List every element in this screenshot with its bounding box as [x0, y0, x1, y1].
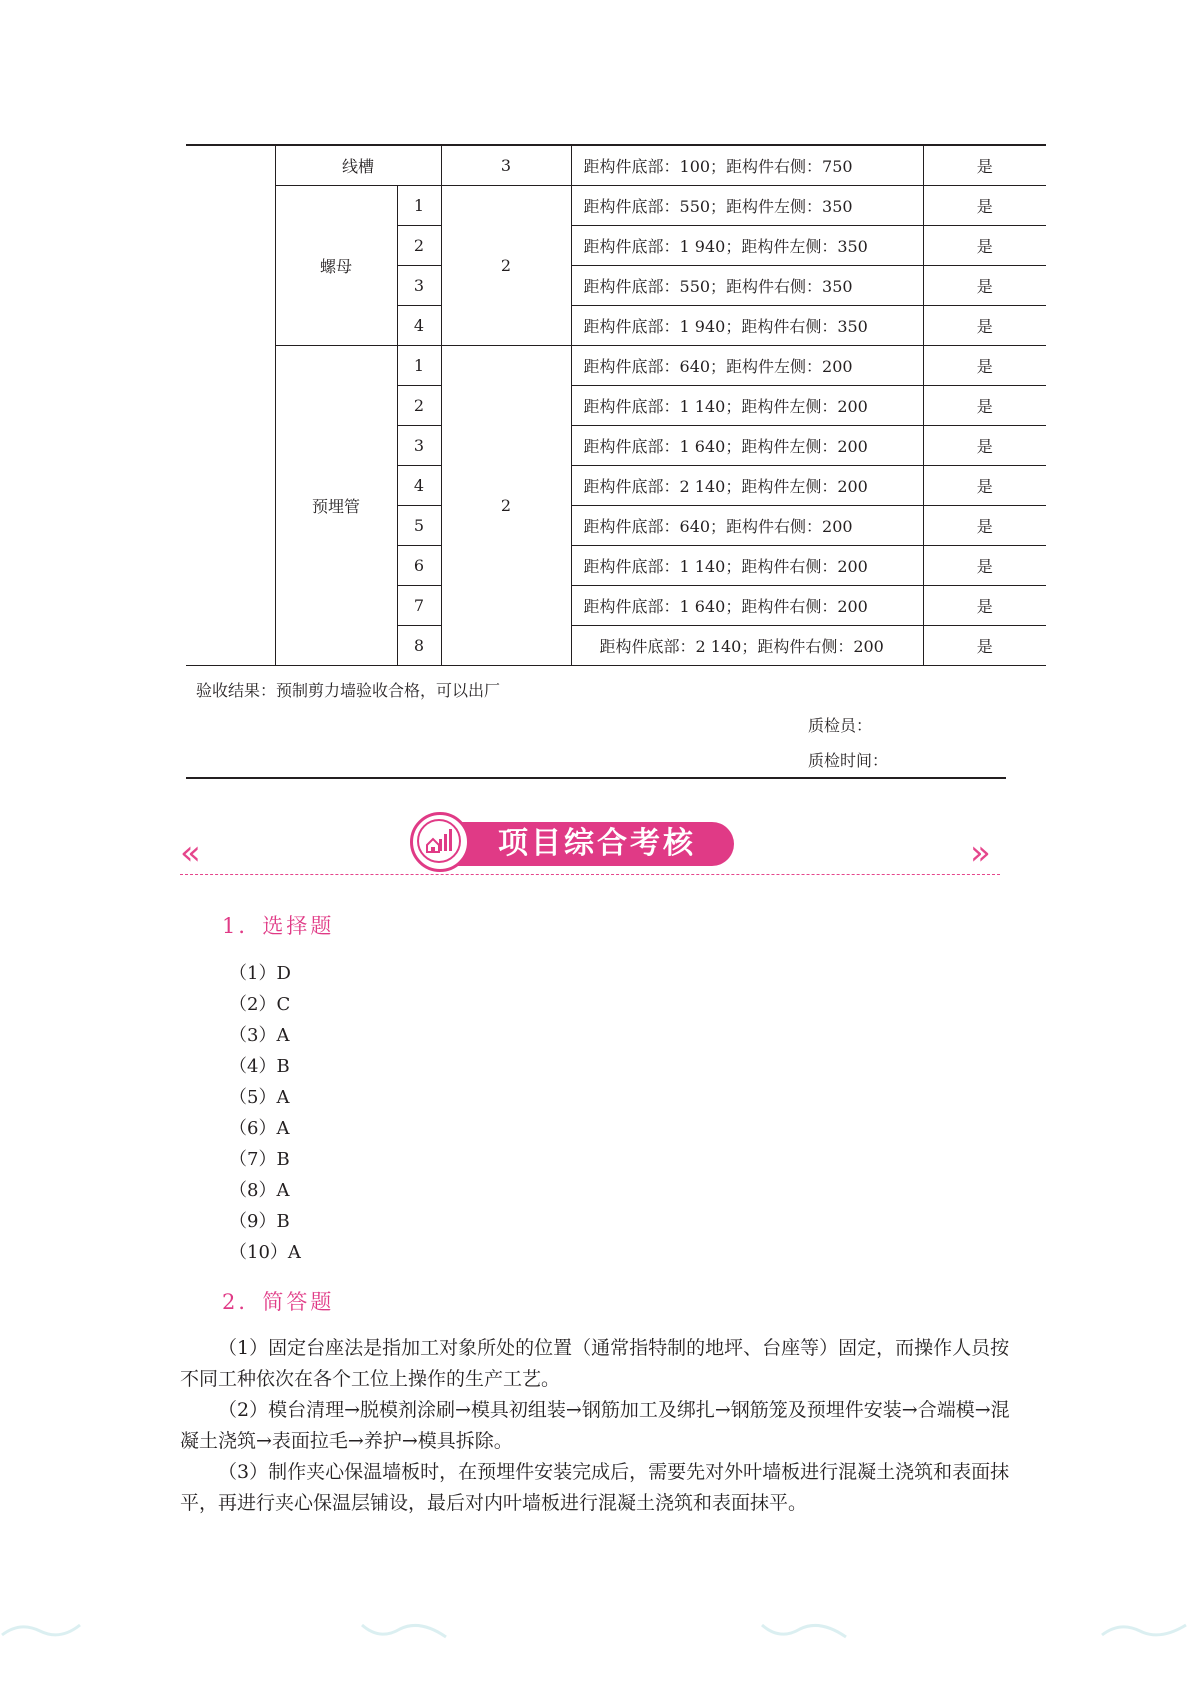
table-cell-quantity: 2: [441, 186, 571, 346]
table-cell-position: 距构件底部：1 940；距构件左侧：350: [571, 226, 923, 266]
list-item: （5）A: [229, 1087, 290, 1108]
short-answer-paragraph: （3）制作夹心保温墙板时，在预埋件安装完成后，需要先对外叶墙板进行混凝土浇筑和表面抹平，再进行夹心保温层铺设，最后对内叶墙板进行混凝土浇筑和表面抹平。: [180, 1461, 1010, 1514]
table-cell-position: 距构件底部：640；距构件右侧：200: [571, 506, 923, 546]
table-cell-qualified: 是: [923, 626, 1046, 666]
list-item: （6）A: [229, 1118, 290, 1139]
section-banner: [410, 812, 726, 870]
table-cell-number: 3: [397, 426, 441, 466]
table-cell-empty: [186, 186, 275, 666]
inspection-time-label: 质检时间：: [808, 751, 889, 770]
table-cell-qualified: 是: [923, 466, 1046, 506]
table-cell-number: 4: [397, 466, 441, 506]
table-cell-qualified: 是: [923, 346, 1046, 386]
section-divider: [180, 874, 1000, 875]
choice-heading: 1．选择题: [222, 914, 335, 938]
section-title: 项目综合考核: [498, 826, 696, 861]
list-item: （7）B: [229, 1149, 290, 1170]
table-cell-number: 8: [397, 626, 441, 666]
inspector-label: 质检员：: [808, 716, 873, 735]
table-cell-qualified: 是: [923, 506, 1046, 546]
table-cell-qualified: 是: [923, 186, 1046, 226]
watermark-logo: [1100, 1615, 1190, 1645]
list-item: （4）B: [229, 1056, 290, 1077]
table-cell-category: 预埋管: [275, 346, 397, 666]
table-cell-position: 距构件底部：1 640；距构件右侧：200: [571, 586, 923, 626]
table-cell-qualified: 是: [923, 306, 1046, 346]
table-cell-qualified: 是: [923, 266, 1046, 306]
watermark-logo: [760, 1615, 850, 1645]
list-item: （2）C: [229, 994, 291, 1015]
table-cell-qualified: 是: [923, 586, 1046, 626]
right-chevron-icon: »: [970, 833, 991, 873]
table-row: [186, 145, 1046, 186]
table-cell-qualified: 是: [923, 426, 1046, 466]
table-cell-quantity: 2: [441, 346, 571, 666]
table-row: [186, 186, 1046, 226]
short-answer-heading: 2．简答题: [222, 1290, 335, 1314]
table-cell-position: 距构件底部：1 940；距构件右侧：350: [571, 306, 923, 346]
list-item: （8）A: [229, 1180, 290, 1201]
table-cell-number: 4: [397, 306, 441, 346]
table-cell-position: 距构件底部：550；距构件左侧：350: [571, 186, 923, 226]
list-item: （3）A: [229, 1025, 290, 1046]
list-item: （10）A: [229, 1242, 301, 1263]
house-chart-icon: [410, 812, 470, 872]
watermark-logo: [0, 1615, 90, 1645]
short-answer-paragraph: （1）固定台座法是指加工对象所处的位置（通常指特制的地坪、台座等）固定，而操作人员按不同工种依次在各个工位上操作的生产工艺。: [180, 1337, 1010, 1390]
table-bottom-rule: [186, 777, 1006, 779]
table-cell-category: 螺母: [275, 186, 397, 346]
table-cell-number: 6: [397, 546, 441, 586]
left-chevron-icon: «: [180, 833, 201, 873]
table-cell-category: 线槽: [275, 145, 441, 186]
list-item: （9）B: [229, 1211, 290, 1232]
table-cell-qualified: 是: [923, 546, 1046, 586]
table-cell-number: 1: [397, 346, 441, 386]
table-cell-number: 7: [397, 586, 441, 626]
table-cell-qualified: 是: [923, 145, 1046, 186]
table-cell-number: 2: [397, 226, 441, 266]
table-cell-qualified: 是: [923, 386, 1046, 426]
table-row: [186, 346, 1046, 386]
table-cell-number: 2: [397, 386, 441, 426]
table-cell-position: 距构件底部：1 640；距构件左侧：200: [571, 426, 923, 466]
table-cell-position: 距构件底部：640；距构件左侧：200: [571, 346, 923, 386]
table-cell-qualified: 是: [923, 226, 1046, 266]
table-cell-position: 距构件底部：2 140；距构件右侧：200: [571, 626, 923, 666]
list-item: （1）D: [229, 963, 291, 984]
table-cell-number: 1: [397, 186, 441, 226]
inspection-table: [186, 144, 1046, 666]
table-cell-number: 5: [397, 506, 441, 546]
table-cell-quantity: 3: [441, 145, 571, 186]
table-cell-position: 距构件底部：1 140；距构件左侧：200: [571, 386, 923, 426]
choice-answers: [229, 958, 301, 1268]
inspection-result: 验收结果：预制剪力墙验收合格，可以出厂: [196, 681, 501, 700]
table-cell-position: 距构件底部：2 140；距构件左侧：200: [571, 466, 923, 506]
table-cell-position: 距构件底部：1 140；距构件右侧：200: [571, 546, 923, 586]
watermark-logo: [360, 1615, 450, 1645]
table-cell-position: 距构件底部：100；距构件右侧：750: [571, 145, 923, 186]
table-cell-position: 距构件底部：550；距构件右侧：350: [571, 266, 923, 306]
table-cell-empty: [186, 145, 275, 186]
table-cell-number: 3: [397, 266, 441, 306]
short-answer-paragraph: （2）模台清理→脱模剂涂刷→模具初组装→钢筋加工及绑扎→钢筋笼及预埋件安装→合端模→混凝土浇筑→表面拉毛→养护→模具拆除。: [180, 1399, 1010, 1452]
